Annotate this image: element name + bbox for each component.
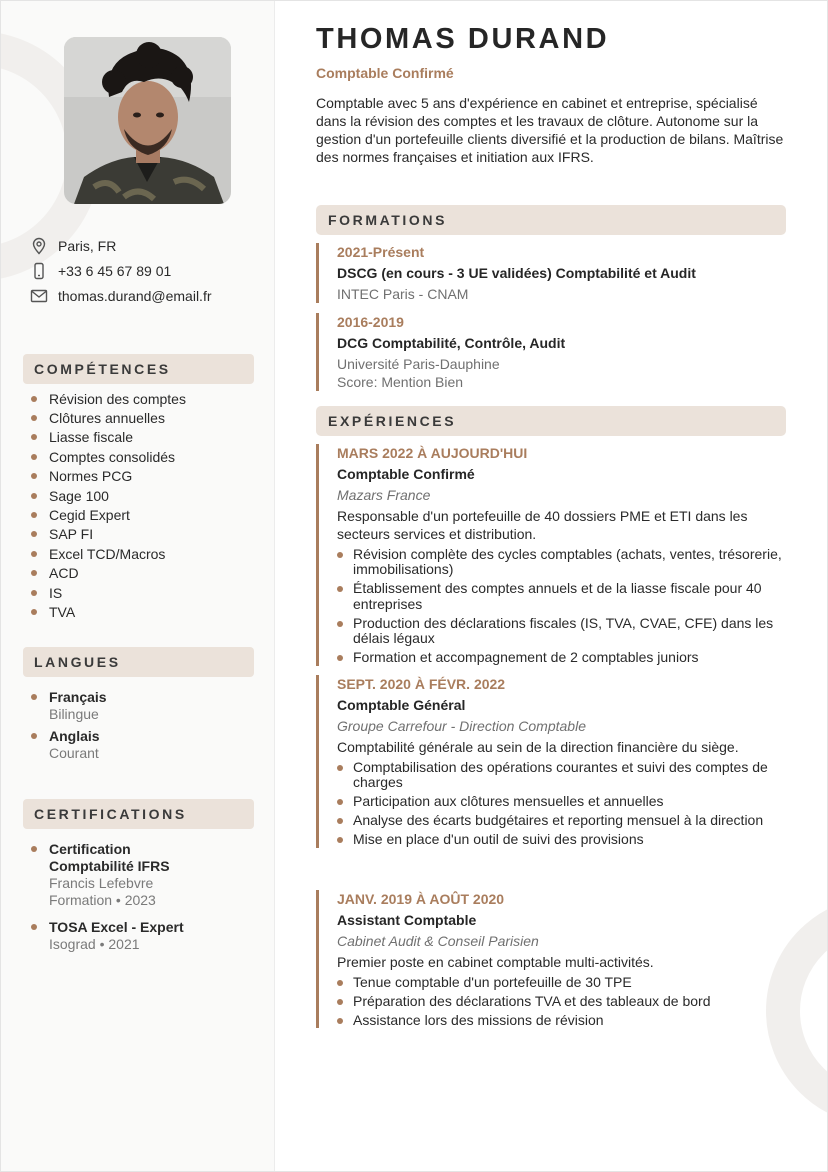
formation-degree: DSCG (en cours - 3 UE validées) Comptabilité et Audit (337, 265, 696, 281)
profile-summary: Comptable avec 5 ans d'expérience en cabinet et entreprise, spécialisé dans la révision des comptes et les travaux de clôture. Autonome sur la gestion d'un portefeuille clients diversifié et la production de bilans. Maîtrise des normes françaises et initiation aux IFRS. (316, 95, 784, 165)
phone-text: +33 6 45 67 89 01 (58, 263, 172, 279)
list-item: Assistance lors des missions de révision (337, 1013, 786, 1029)
email-text: thomas.durand@email.fr (58, 288, 212, 304)
sidebar (1, 1, 275, 1172)
experience-company: Mazars France (337, 487, 431, 503)
languages-heading: LANGUES (23, 647, 254, 677)
experience-date: MARS 2022 À AUJOURD'HUI (337, 445, 528, 461)
certifications-heading: CERTIFICATIONS (23, 799, 254, 829)
list-item: Préparation des déclarations TVA et des tableaux de bord (337, 994, 786, 1010)
experience-title: Assistant Comptable (337, 912, 477, 928)
list-item: Mise en place d'un outil de suivi des provisions (337, 832, 786, 848)
experience-description: Premier poste en cabinet comptable multi-activités. (337, 954, 654, 970)
candidate-role: Comptable Confirmé (316, 65, 454, 81)
contact-email (29, 286, 269, 306)
language-item (31, 689, 261, 723)
experience-company: Cabinet Audit & Conseil Parisien (337, 933, 539, 949)
list-item: Clôtures annuelles (31, 408, 261, 427)
experience-item (316, 444, 786, 666)
certification-title: TOSA Excel - Expert (49, 919, 184, 935)
experience-company: Groupe Carrefour - Direction Comptable (337, 718, 586, 734)
experience-description: Comptabilité générale au sein de la direction financière du siège. (337, 739, 739, 755)
formation-score: Score: Mention Bien (337, 374, 464, 390)
phone-icon (29, 261, 49, 281)
list-item: Révision complète des cycles comptables (achats, ventes, trésorerie, immobilisations) (337, 547, 786, 578)
list-item: Formation et accompagnement de 2 comptables juniors (337, 650, 786, 666)
list-item: TVA (31, 602, 261, 621)
skills-heading: COMPÉTENCES (23, 354, 254, 384)
language-level: Bilingue (49, 706, 99, 722)
experience-bullets (337, 547, 786, 666)
candidate-name: THOMAS DURAND (316, 23, 610, 55)
experience-date: SEPT. 2020 À FÉVR. 2022 (337, 676, 506, 692)
experience-title: Comptable Général (337, 697, 466, 713)
formation-degree: DCG Comptabilité, Contrôle, Audit (337, 335, 566, 351)
language-item (31, 728, 261, 762)
list-item: IS (31, 583, 261, 602)
formation-school: INTEC Paris - CNAM (337, 286, 469, 302)
formation-date: 2016-2019 (337, 314, 404, 330)
certification-item (31, 919, 261, 953)
list-item: ACD (31, 564, 261, 583)
location-text: Paris, FR (58, 238, 117, 254)
certification-title: Certification (49, 841, 131, 857)
certification-item (31, 841, 261, 909)
list-item: Comptabilisation des opérations courantes et suivi des comptes de charges (337, 760, 786, 791)
experience-date: JANV. 2019 À AOÛT 2020 (337, 891, 505, 907)
certification-issuer: Francis Lefebvre (49, 875, 154, 891)
skills-list (31, 389, 261, 622)
formation-school: Université Paris-Dauphine (337, 356, 500, 372)
experience-item (316, 675, 786, 848)
list-item: Liasse fiscale (31, 428, 261, 447)
language-name: Anglais (49, 728, 100, 744)
mail-icon (29, 286, 49, 306)
list-item: Établissement des comptes annuels et de la liasse fiscale pour 40 entreprises (337, 581, 786, 612)
experience-item (316, 890, 786, 1028)
contact-location (29, 236, 269, 256)
map-pin-icon (29, 236, 49, 256)
formation-date: 2021-Présent (337, 244, 425, 260)
list-item: Sage 100 (31, 486, 261, 505)
formations-heading: FORMATIONS (316, 205, 786, 235)
list-item: Comptes consolidés (31, 447, 261, 466)
list-item: Cegid Expert (31, 505, 261, 524)
experience-title: Comptable Confirmé (337, 466, 475, 482)
list-item: Production des déclarations fiscales (IS, TVA, CVAE, CFE) dans les délais légaux (337, 616, 786, 647)
list-item: Tenue comptable d'un portefeuille de 30 TPE (337, 975, 786, 991)
experience-bullets (337, 760, 786, 848)
certification-detail: Isograd • 2021 (49, 936, 140, 952)
list-item: Participation aux clôtures mensuelles et annuelles (337, 794, 786, 810)
list-item: SAP FI (31, 525, 261, 544)
certification-title-line2: Comptabilité IFRS (49, 858, 170, 874)
language-level: Courant (49, 745, 99, 761)
experiences-heading: EXPÉRIENCES (316, 406, 786, 436)
list-item: Analyse des écarts budgétaires et reporting mensuel à la direction (337, 813, 786, 829)
experience-bullets (337, 975, 786, 1029)
formation-item (316, 313, 786, 391)
list-item: Normes PCG (31, 467, 261, 486)
profile-photo (64, 37, 231, 204)
list-item: Excel TCD/Macros (31, 544, 261, 563)
certification-detail: Formation • 2023 (49, 892, 156, 908)
experience-description: Responsable d'un portefeuille de 40 dossiers PME et ETI dans les secteurs services et distribution. (337, 508, 748, 542)
contact-phone (29, 261, 269, 281)
formation-item (316, 243, 786, 303)
language-name: Français (49, 689, 107, 705)
list-item: Révision des comptes (31, 389, 261, 408)
